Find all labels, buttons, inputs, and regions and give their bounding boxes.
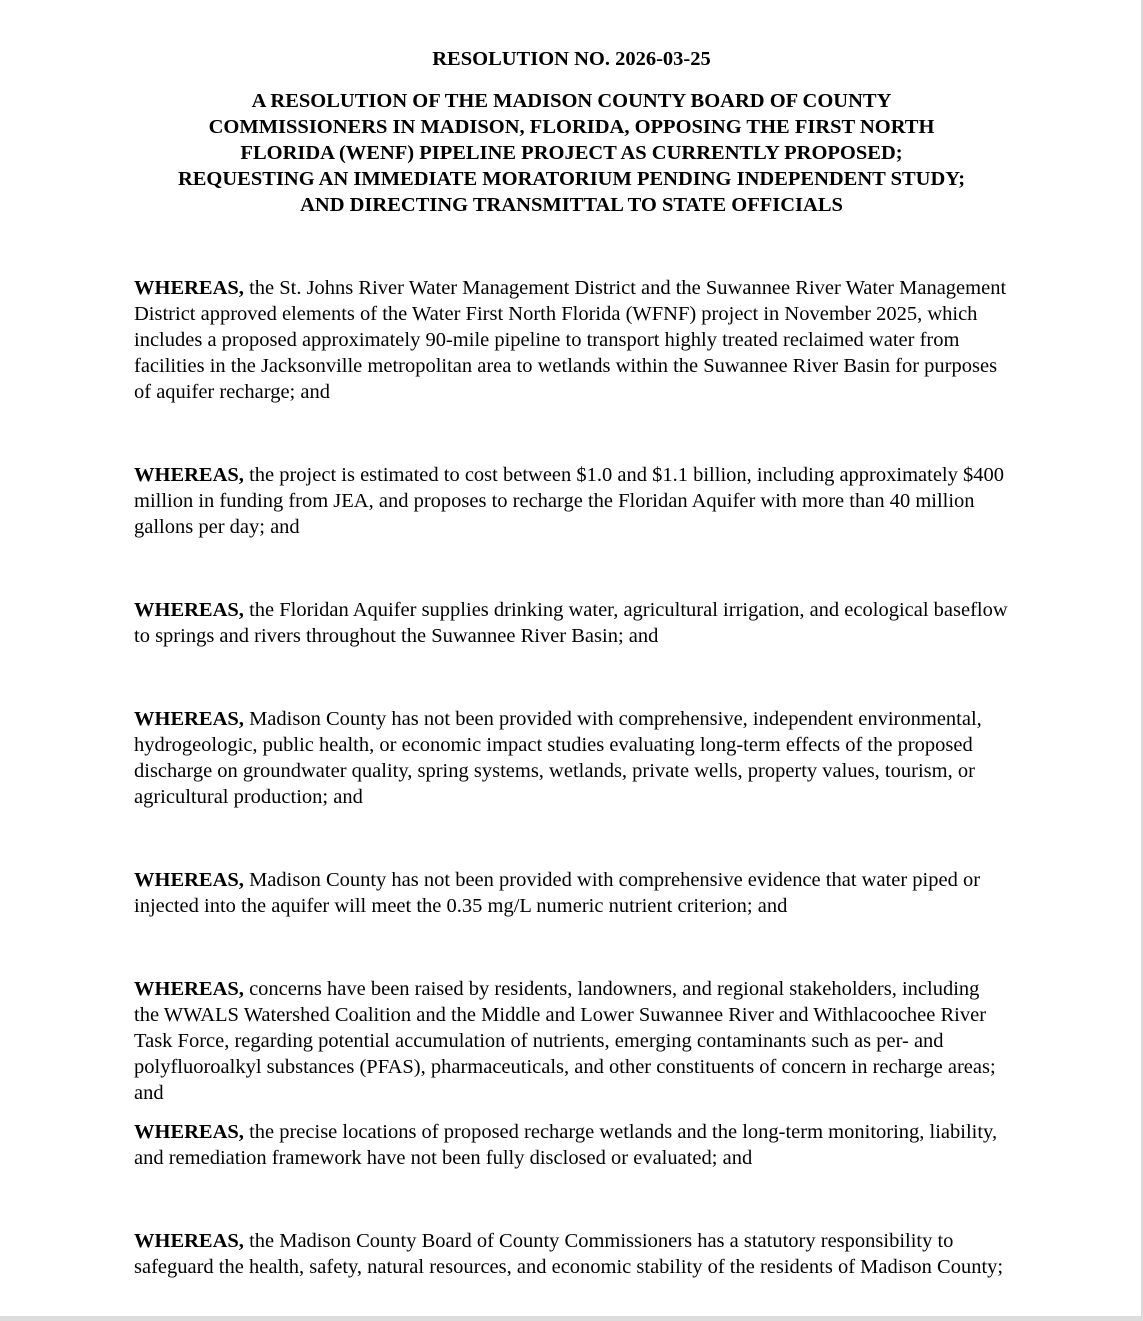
resolution-title-line: AND DIRECTING TRANSMITTAL TO STATE OFFICIALS bbox=[300, 194, 843, 216]
whereas-lead: WHEREAS, bbox=[134, 277, 244, 299]
whereas-lead: WHEREAS, bbox=[134, 869, 244, 891]
whereas-paragraph bbox=[134, 976, 1009, 1106]
whereas-paragraph bbox=[134, 867, 1009, 919]
whereas-paragraph bbox=[134, 597, 1009, 649]
whereas-lead: WHEREAS, bbox=[134, 708, 244, 730]
resolution-title bbox=[134, 88, 1009, 218]
whereas-lead: WHEREAS, bbox=[134, 978, 244, 1000]
whereas-text: the precise locations of proposed recharge wetlands and the long-term monitoring, liability, and remediation framework have not been fully disclosed or evaluated; and bbox=[134, 1121, 998, 1169]
whereas-lead: WHEREAS, bbox=[134, 1121, 244, 1143]
resolution-title-line: FLORIDA (WENF) PIPELINE PROJECT AS CURRENTLY PROPOSED; bbox=[240, 142, 903, 164]
page-bottom-edge bbox=[0, 1316, 1143, 1321]
whereas-paragraph bbox=[134, 275, 1009, 405]
whereas-text: the St. Johns River Water Management District and the Suwannee River Water Management District approved elements of the Water First North Florida (WFNF) project in November 2025, which includes a proposed approximately 90-mile pipeline to transport highly treated reclaimed water from facilities in the Jacksonville metropolitan area to wetlands within the Suwannee River Basin for purposes of aquifer recharge; and bbox=[134, 277, 1007, 403]
resolution-number: RESOLUTION NO. 2026-03-25 bbox=[432, 48, 711, 70]
whereas-text: the Floridan Aquifer supplies drinking water, agricultural irrigation, and ecological baseflow to springs and rivers throughout the Suwannee River Basin; and bbox=[134, 599, 1008, 647]
whereas-lead: WHEREAS, bbox=[134, 464, 244, 486]
whereas-text: Madison County has not been provided with comprehensive evidence that water piped or injected into the aquifer will meet the 0.35 mg/L numeric nutrient criterion; and bbox=[134, 869, 981, 917]
whereas-paragraph bbox=[134, 462, 1009, 540]
whereas-lead: WHEREAS, bbox=[134, 599, 244, 621]
resolution-title-line: A RESOLUTION OF THE MADISON COUNTY BOARD OF COUNTY bbox=[251, 90, 892, 112]
whereas-paragraph bbox=[134, 1119, 1009, 1171]
whereas-text: concerns have been raised by residents, landowners, and regional stakeholders, including the WWALS Watershed Coalition and the Middle and Lower Suwannee River and Withlacoochee River Task Force, regarding potential accumulation of nutrients, emerging contaminants such as per- and polyfluoroalkyl substances (PFAS), pharmaceuticals, and other constituents of concern in recharge areas; and bbox=[134, 978, 996, 1104]
whereas-lead: WHEREAS, bbox=[134, 1230, 244, 1252]
whereas-text: the Madison County Board of County Commissioners has a statutory responsibility to safeguard the health, safety, natural resources, and economic stability of the residents of Madison County; bbox=[134, 1230, 1004, 1278]
resolution-title-line: REQUESTING AN IMMEDIATE MORATORIUM PENDING INDEPENDENT STUDY; bbox=[177, 168, 966, 190]
whereas-text: Madison County has not been provided with comprehensive, independent environmental, hydrogeologic, public health, or economic impact studies evaluating long-term effects of the proposed discharge on groundwater quality, spring systems, wetlands, private wells, property values, tourism, or agricultural production; and bbox=[134, 708, 982, 808]
whereas-paragraph bbox=[134, 1228, 1009, 1280]
whereas-text: the project is estimated to cost between $1.0 and $1.1 billion, including approximately $400 million in funding from JEA, and proposes to recharge the Floridan Aquifer with more than 40 million gallons per day; and bbox=[134, 464, 1004, 538]
whereas-paragraph bbox=[134, 706, 1009, 810]
resolution-title-line: COMMISSIONERS IN MADISON, FLORIDA, OPPOSING THE FIRST NORTH bbox=[208, 116, 935, 138]
